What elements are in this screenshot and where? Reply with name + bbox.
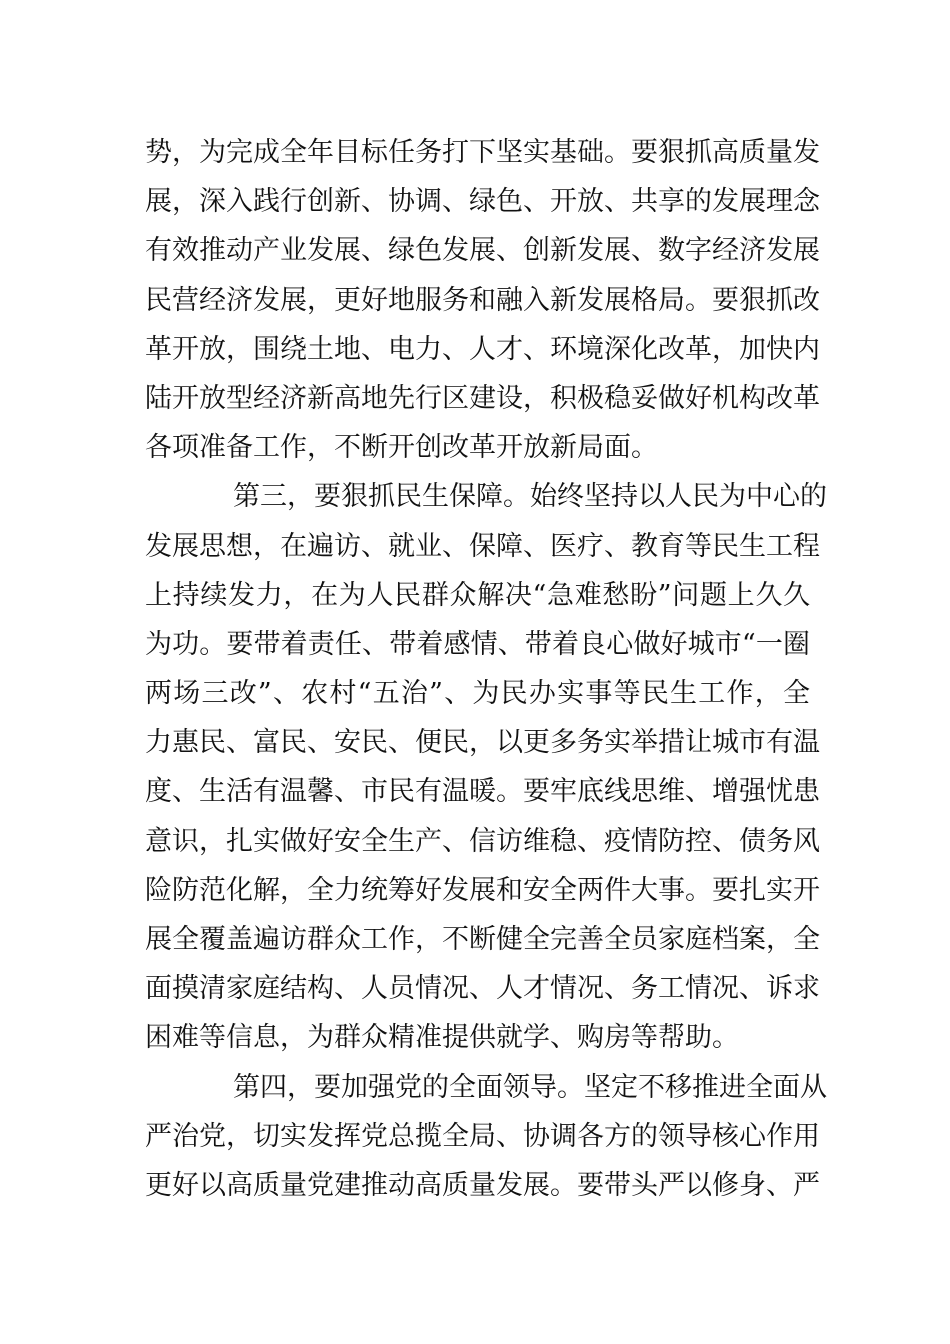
text-line: 陆开放型经济新高地先行区建设，积极稳妥做好机构改革 xyxy=(145,382,820,414)
text-line: 各项准备工作，不断开创改革开放新局面。 xyxy=(145,432,658,464)
text-line: 面摸清家庭结构、人员情况、人才情况、务工情况、诉求 xyxy=(145,973,820,1005)
text-line: 两场三改”、农村“五治”、为民办实事等民生工作，全 xyxy=(145,678,810,710)
text-line: 严治党，切实发挥党总揽全局、协调各方的领导核心作用 xyxy=(145,1120,820,1152)
text-line: 上持续发力，在为人民群众解决“急难愁盼”问题上久久 xyxy=(145,579,810,611)
text-line: 展，深入践行创新、协调、绿色、开放、共享的发展理念 xyxy=(145,186,820,218)
paragraph xyxy=(145,128,820,472)
paragraph xyxy=(145,472,827,1062)
text-line: 展全覆盖遍访群众工作，不断健全完善全员家庭档案，全 xyxy=(145,924,820,955)
text-line: 发展思想，在遍访、就业、保障、医疗、教育等民生工程 xyxy=(145,530,820,562)
paragraph xyxy=(145,1063,827,1211)
text-line: 险防范化解，全力统筹好发展和安全两件大事。要扎实开 xyxy=(145,874,820,906)
text-line: 度、生活有温馨、市民有温暖。要牢底线思维、增强忧患 xyxy=(145,776,820,808)
text-line: 第四，要加强党的全面领导。坚定不移推进全面从 xyxy=(233,1071,827,1103)
text-line: 力惠民、富民、安民、便民，以更多务实举措让城市有温 xyxy=(145,727,820,759)
text-line: 革开放，围绕土地、电力、人才、环境深化改革，加快内 xyxy=(145,333,820,365)
text-line: 意识，扎实做好安全生产、信访维稳、疫情防控、债务风 xyxy=(145,825,820,857)
text-line: 势，为完成全年目标任务打下坚实基础。要狠抓高质量发 xyxy=(145,137,820,168)
body-text xyxy=(145,128,827,1210)
text-line: 有效推动产业发展、绿色发展、创新发展、数字经济发展 xyxy=(145,235,820,267)
text-line: 更好以高质量党建推动高质量发展。要带头严以修身、严 xyxy=(145,1169,820,1201)
text-line: 第三，要狠抓民生保障。始终坚持以人民为中心的 xyxy=(233,481,827,513)
text-line: 民营经济发展，更好地服务和融入新发展格局。要狠抓改 xyxy=(145,284,820,316)
text-line: 困难等信息，为群众精准提供就学、购房等帮助。 xyxy=(145,1022,739,1054)
text-line: 为功。要带着责任、带着感情、带着良心做好城市“一圈 xyxy=(145,628,810,660)
